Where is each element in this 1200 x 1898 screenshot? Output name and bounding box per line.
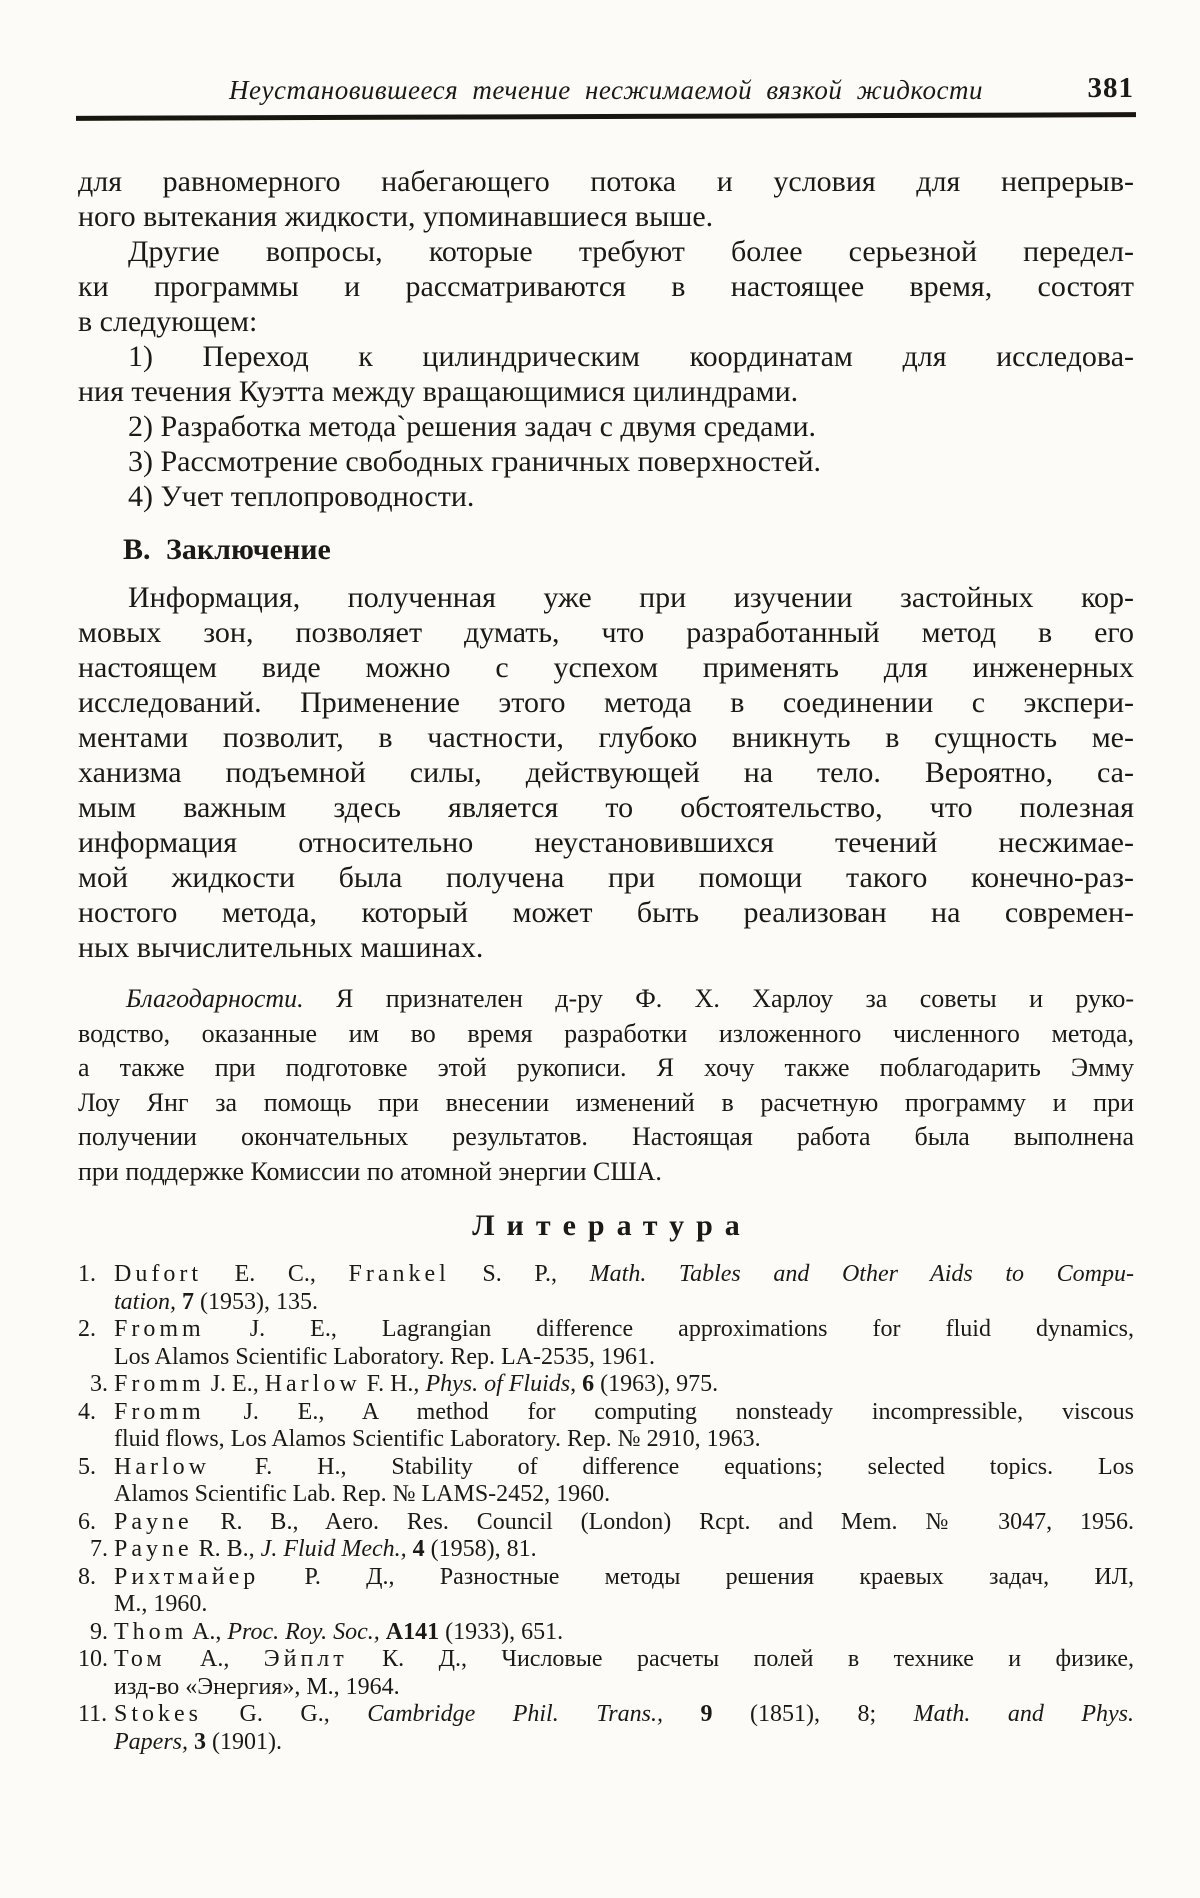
reference-line <box>78 1261 1134 1289</box>
author-name: Рихтмайер <box>114 1563 260 1590</box>
paragraph <box>78 339 1134 409</box>
body-line <box>78 580 1134 615</box>
reference-number: 11. <box>78 1701 108 1727</box>
plain-text: fluid flows, Los Alamos Scientific Laboratory. Rep. № 2910, 1963. <box>114 1426 761 1452</box>
reference-line <box>78 1536 1134 1564</box>
plain-text: ментами позволит, в частности, глубоко вникнуть в сущность ме- <box>78 721 1134 754</box>
body-line <box>78 304 1134 339</box>
plain-text: R. B., Aero. Res. Council (London) Rcpt. and Mem. № 3047, 1956. <box>192 1508 1134 1535</box>
plain-text: (1953), 135. <box>194 1288 318 1315</box>
reference-line <box>78 1646 1134 1674</box>
plain-text: А., <box>165 1646 264 1672</box>
italic-text: tation, <box>114 1288 177 1315</box>
plain-text: R. B., <box>192 1536 261 1562</box>
plain-text: 3) Рассмотрение свободных граничных поверхностей. <box>128 445 822 478</box>
plain-text: исследований. Применение этого метода в соединении с экспери- <box>78 686 1134 719</box>
reference-item <box>78 1536 1134 1564</box>
plain-text: 2) Разработка метода`решения задач с двумя средами. <box>128 410 817 443</box>
reference-line <box>78 1481 1134 1509</box>
plain-text: ностого метода, который может быть реализован на современ- <box>78 896 1134 929</box>
author-name: Том <box>114 1646 166 1672</box>
author-name: Stokes <box>114 1701 203 1727</box>
acknowledgment-line <box>78 1086 1134 1121</box>
body-line <box>78 374 1134 409</box>
body-line <box>78 930 1134 965</box>
references-heading: Литература <box>472 1209 752 1242</box>
plain-text: ки программы и рассматриваются в настоящее время, состоят <box>78 270 1134 303</box>
reference-line <box>78 1344 1134 1372</box>
body-line <box>78 755 1134 790</box>
plain-text: (1933), 651. <box>439 1618 564 1645</box>
reference-number: 3. <box>90 1371 108 1397</box>
paragraph <box>78 164 1134 234</box>
reference-line <box>78 1426 1134 1454</box>
reference-item <box>78 1316 1134 1371</box>
italic-text: Proc. Roy. Soc., <box>227 1618 380 1645</box>
reference-line <box>78 1399 1134 1427</box>
bold-volume: 7 <box>182 1288 195 1315</box>
body-line <box>78 825 1134 860</box>
reference-line <box>78 1371 1134 1399</box>
reference-line <box>78 1674 1134 1702</box>
plain-text: J. E., <box>204 1371 265 1397</box>
reference-line <box>78 1564 1134 1592</box>
reference-item <box>78 1619 1134 1647</box>
body-line <box>78 790 1134 825</box>
body-line <box>78 685 1134 720</box>
paragraph <box>78 444 1134 479</box>
reference-number: 5. <box>78 1453 96 1480</box>
body-line <box>78 164 1134 199</box>
acknowledgment-line <box>78 1051 1134 1086</box>
plain-text: F. H., <box>360 1371 426 1397</box>
plain-text: ния течения Куэтта между вращающимися цилиндрами. <box>78 375 799 408</box>
plain-text: для равномерного набегающего потока и условия для непрерыв- <box>78 165 1134 198</box>
paragraph <box>78 580 1134 965</box>
plain-text: Я признателен д-ру Ф. Х. Харлоу за советы и руко- <box>303 984 1134 1013</box>
bold-volume: A141 <box>385 1618 440 1645</box>
plain-text: в следующем: <box>78 305 258 338</box>
reference-line <box>78 1701 1134 1729</box>
reference-number: 7. <box>90 1536 108 1562</box>
plain-text: F. H., Stability of difference equations; selected topics. Los <box>209 1453 1134 1480</box>
author-name: Payne <box>114 1536 193 1562</box>
plain-text: информация относительно неустановившихся течений несжимае- <box>78 826 1134 859</box>
italic-text: Math. Tables and Other Aids to Compu- <box>589 1261 1134 1287</box>
plain-text: Лоу Янг за помощь при внесении изменений в расчетную программу и при <box>78 1087 1134 1117</box>
plain-text: J. E., A method for computing nonsteady incompressible, viscous <box>204 1398 1134 1425</box>
author-name: Frankel <box>348 1261 450 1287</box>
paragraph <box>78 234 1134 339</box>
section-heading: В. Заключение <box>123 533 331 566</box>
references-list <box>78 1261 1134 1756</box>
plain-text <box>663 1701 701 1727</box>
reference-item <box>78 1509 1134 1537</box>
body-line <box>78 444 1134 479</box>
body-line <box>78 650 1134 685</box>
italic-text: Cambridge Phil. Trans., <box>367 1701 663 1727</box>
reference-line <box>78 1729 1134 1757</box>
reference-item <box>78 1646 1134 1701</box>
acknowledgment-line <box>78 982 1134 1017</box>
body-line <box>78 234 1134 269</box>
acknowledgment-paragraph <box>78 982 1134 1189</box>
plain-text: К. Д., Числовые расчеты полей в технике и физике, <box>347 1646 1134 1672</box>
reference-line <box>78 1619 1134 1647</box>
plain-text: Alamos Scientific Lab. Rep. № LAMS-2452, 1960. <box>114 1481 611 1507</box>
reference-item <box>78 1399 1134 1454</box>
reference-number: 8. <box>78 1563 96 1590</box>
body-text <box>78 164 1134 965</box>
plain-text: Информация, полученная уже при изучении застойных кор- <box>128 581 1134 614</box>
paragraph <box>78 409 1134 444</box>
body-line <box>78 409 1134 444</box>
reference-line <box>78 1316 1134 1344</box>
plain-text: настоящем виде можно с успехом применять для инженерных <box>78 651 1134 684</box>
body-line <box>78 269 1134 304</box>
running-title: Неустановившееся течение несжимаемой вязкой жидкости <box>229 75 983 105</box>
acknowledgment-line <box>78 1120 1134 1155</box>
plain-text: мовых зон, позволяет думать, что разработанный метод в его <box>78 616 1134 649</box>
bold-volume: 9 <box>700 1701 713 1727</box>
plain-text: 4) Учет теплопроводности. <box>128 480 475 513</box>
plain-text: мой жидкости была получена при помощи такого конечно-раз- <box>78 861 1134 894</box>
plain-text: A., <box>187 1618 228 1645</box>
plain-text: а также при подготовке этой рукописи. Я хочу также поблагодарить Эмму <box>78 1053 1134 1082</box>
plain-text: (1901). <box>206 1728 282 1755</box>
reference-number: 2. <box>78 1316 96 1342</box>
author-name: Fromm <box>114 1316 205 1342</box>
acknowledgment-line <box>78 1155 1134 1190</box>
bold-volume: 6 <box>582 1371 595 1397</box>
page-content <box>78 146 1134 1756</box>
plain-text: ных вычислительных машинах. <box>78 931 484 964</box>
plain-text: получении окончательных результатов. Настоящая работа была выполнена <box>78 1122 1134 1151</box>
italic-text: Papers, <box>114 1728 188 1755</box>
plain-text: E. C., <box>201 1261 349 1287</box>
reference-item <box>78 1701 1134 1756</box>
plain-text: , <box>570 1371 583 1397</box>
reference-line <box>78 1509 1134 1537</box>
author-name: Harlow <box>114 1453 210 1480</box>
plain-text: (1851), 8; <box>712 1701 914 1727</box>
bold-volume: 3 <box>194 1728 206 1755</box>
plain-text: (1958), 81. <box>424 1536 537 1562</box>
plain-text: Р. Д., Разностные методы решения краевых задач, ИЛ, <box>259 1563 1134 1590</box>
reference-item <box>78 1564 1134 1619</box>
reference-line <box>78 1289 1134 1317</box>
reference-item <box>78 1454 1134 1509</box>
italic-text: Благодарности. <box>126 984 304 1013</box>
author-name: Payne <box>114 1508 193 1535</box>
plain-text: J. E., Lagrangian difference approximations for fluid dynamics, <box>204 1316 1134 1342</box>
reference-number: 10. <box>78 1646 108 1672</box>
body-line <box>78 860 1134 895</box>
author-name: Эйплт <box>263 1646 348 1672</box>
reference-item <box>78 1371 1134 1399</box>
body-line <box>78 895 1134 930</box>
plain-text: 1) Переход к цилиндрическим координатам для исследова- <box>128 340 1134 373</box>
plain-text: водство, оказанные им во время разработки изложенного численного метода, <box>78 1018 1134 1048</box>
body-line <box>78 479 1134 514</box>
reference-item <box>78 1261 1134 1316</box>
plain-text: G. G., <box>202 1701 368 1727</box>
body-line <box>78 199 1134 234</box>
plain-text: S. P., <box>449 1261 590 1287</box>
reference-line <box>78 1591 1134 1619</box>
reference-number: 9. <box>90 1618 108 1645</box>
reference-number: 6. <box>78 1508 96 1535</box>
plain-text: мым важным здесь является то обстоятельство, что полезная <box>78 791 1134 824</box>
body-line <box>78 615 1134 650</box>
header-rule <box>76 112 1136 121</box>
author-name: Dufort <box>114 1261 202 1287</box>
italic-text: J. Fluid Mech., <box>260 1536 407 1562</box>
author-name: Fromm <box>114 1398 205 1425</box>
plain-text: Los Alamos Scientific Laboratory. Rep. LA-2535, 1961. <box>114 1343 656 1370</box>
italic-text: Math. and Phys. <box>913 1701 1135 1727</box>
author-name: Harlow <box>264 1371 361 1397</box>
plain-text: М., 1960. <box>114 1591 208 1617</box>
acknowledgment-line <box>78 1017 1134 1052</box>
page-header <box>78 74 1134 110</box>
paragraph <box>78 479 1134 514</box>
page-number: 381 <box>1087 72 1134 104</box>
bold-volume: 4 <box>412 1536 425 1562</box>
plain-text: изд-во «Энергия», М., 1964. <box>114 1673 400 1700</box>
reference-line <box>78 1454 1134 1482</box>
reference-number: 1. <box>78 1261 96 1287</box>
plain-text: ного вытекания жидкости, упоминавшиеся выше. <box>78 200 714 233</box>
body-line <box>78 720 1134 755</box>
plain-text: (1963), 975. <box>594 1371 719 1397</box>
reference-number: 4. <box>78 1398 96 1425</box>
author-name: Fromm <box>114 1371 205 1397</box>
plain-text: Другие вопросы, которые требуют более серьезной передел- <box>128 235 1134 268</box>
plain-text: при поддержке Комиссии по атомной энергии США. <box>78 1156 662 1186</box>
italic-text: Phys. of Fluids <box>425 1371 571 1397</box>
plain-text: ханизма подъемной силы, действующей на тело. Вероятно, са- <box>78 756 1134 789</box>
author-name: Thom <box>114 1618 188 1645</box>
body-line <box>78 339 1134 374</box>
